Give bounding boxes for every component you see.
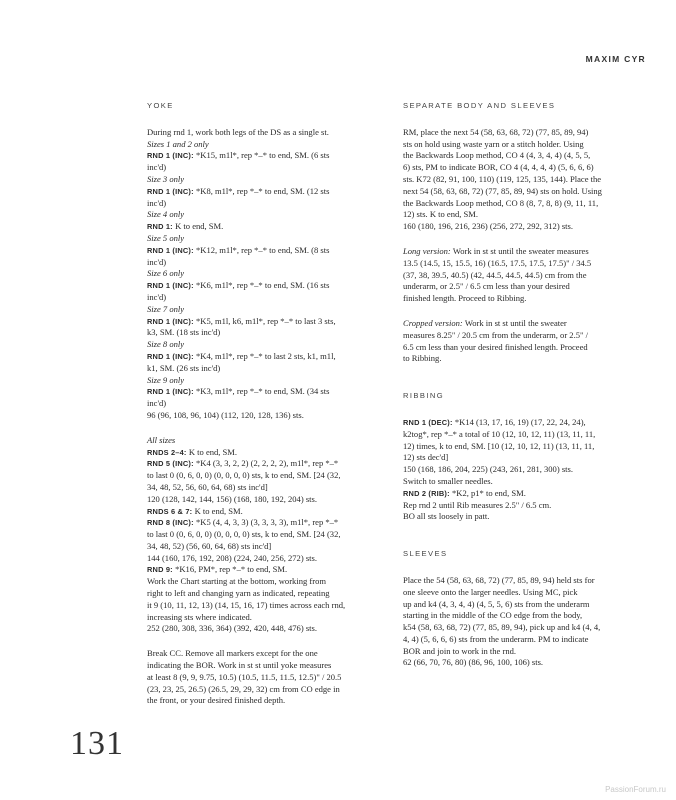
text-line: right to left and changing yarn as indicated, repeating	[147, 588, 330, 599]
paragraph	[403, 417, 647, 523]
left-column	[147, 100, 393, 720]
yoke-content	[147, 127, 393, 707]
text-line: (37, 38, 39.5, 40.5) (42, 44.5, 44.5, 44.5) cm from the	[403, 269, 587, 280]
instruction-text: *K16, PM*, rep *–* to end, SM.	[175, 564, 288, 575]
text-line: 34, 48, 52) (56, 60, 64, 68) sts inc'd]	[147, 540, 272, 551]
text-line: at least 8 (9, 9, 9.75, 10.5) (10.5, 11.5, 11.5, 12.5)" / 20.5	[147, 671, 342, 682]
text-line: 96 (96, 108, 96, 104) (112, 120, 128, 136) sts.	[147, 409, 304, 420]
text-line	[147, 316, 393, 328]
round-label: RND 1 (INC):	[147, 186, 196, 196]
instruction-text: *K8, m1l*, rep *–* to end, SM. (12 sts	[196, 185, 330, 196]
text-line: measures 8.25" / 20.5 cm from the underarm, or 2.5" /	[403, 329, 588, 340]
size-heading: Sizes 1 and 2 only	[147, 138, 209, 149]
text-line: k1, SM. (26 sts inc'd)	[147, 362, 221, 373]
text-line	[147, 564, 393, 576]
instruction-text: *K4, m1l*, rep *–* to last 2 sts, k1, m1l,	[196, 350, 336, 361]
paragraph	[147, 127, 393, 422]
text-line	[147, 221, 393, 233]
text-line: to last 0 (0, 6, 0, 0) (0, 0, 0, 0) sts, k to end, SM. [24 (32,	[147, 470, 341, 481]
text-line	[147, 245, 393, 257]
text-line: up and k4 (4, 3, 4, 4) (4, 5, 5, 6) sts from the underarm	[403, 598, 590, 609]
round-label: RND 1 (DEC):	[403, 417, 455, 427]
text-line: the Backwards Loop method, CO 4 (4, 3, 4, 4) (4, 5, 5,	[403, 150, 591, 161]
round-label: RND 2 (RIB):	[403, 488, 452, 498]
text-line: to Ribbing.	[403, 353, 442, 364]
text-line: it 9 (10, 11, 12, 13) (14, 15, 16, 17) times across each rnd,	[147, 599, 346, 610]
round-label: RND 1:	[147, 222, 176, 232]
watermark: PassionForum.ru	[605, 785, 666, 794]
section-spacer	[403, 378, 647, 390]
section-title-separate-body-and-sleeves: SEPARATE BODY AND SLEEVES	[403, 101, 556, 110]
round-label: RND 8 (INC):	[147, 518, 196, 528]
size-heading: Size 9 only	[147, 374, 185, 385]
text-line: 13.5 (14.5, 15, 15.5, 16) (16.5, 17.5, 17.5, 17.5)" / 34.5	[403, 257, 592, 268]
size-heading: Size 7 only	[147, 303, 185, 314]
instruction-text: Work in st st until the sweater measures	[452, 245, 589, 256]
text-line: Work the Chart starting at the bottom, working from	[147, 576, 327, 587]
size-heading: Size 5 only	[147, 232, 185, 243]
section-title-ribbing: RIBBING	[403, 391, 445, 401]
text-line: Place the 54 (58, 63, 68, 72) (77, 85, 89, 94) held sts for	[403, 574, 595, 585]
text-line	[147, 447, 393, 459]
text-line: 62 (66, 70, 76, 80) (86, 96, 100, 106) sts.	[403, 657, 544, 668]
instruction-text: K to end, SM.	[175, 221, 224, 232]
text-line	[403, 488, 647, 500]
text-line: 6) sts, PM to indicate BOR, CO 4 (4, 4, 4, 4) (5, 6, 6, 6)	[403, 162, 594, 173]
text-line: 6.5 cm less than your desired finished length. Proceed	[403, 341, 588, 352]
size-heading: Size 3 only	[147, 173, 185, 184]
text-line: During rnd 1, work both legs of the DS as a single st.	[147, 126, 329, 137]
text-line: inc'd)	[147, 256, 167, 267]
version-label: Long version:	[403, 245, 453, 256]
text-line: starting in the middle of the CO edge from the body,	[403, 610, 583, 621]
instruction-text: *K12, m1l*, rep *–* to end, SM. (8 sts	[196, 244, 330, 255]
section-title-yoke: YOKE	[147, 101, 174, 110]
round-label: RND 1 (INC):	[147, 316, 196, 326]
text-line	[147, 386, 393, 398]
round-label: RND 1 (INC):	[147, 387, 196, 397]
section-content	[403, 575, 647, 669]
text-line	[147, 458, 393, 470]
text-line: k54 (58, 63, 68, 72) (77, 85, 89, 94), pick up and k4 (4, 4,	[403, 622, 601, 633]
paragraph	[403, 127, 647, 233]
size-heading: Size 8 only	[147, 339, 185, 350]
text-line: the front, or your desired finished depth.	[147, 695, 286, 706]
text-line	[403, 417, 647, 429]
instruction-text: *K6, m1l*, rep *–* to end, SM. (16 sts	[196, 280, 330, 291]
round-label: RND 1 (INC):	[147, 351, 196, 361]
text-line: to last 0 (0, 6, 0, 0) (0, 0, 0, 0) sts, k to end, SM. [24 (32,	[147, 529, 341, 540]
section-spacer	[403, 682, 647, 694]
page-number: 131	[70, 725, 124, 762]
round-label: RND 9:	[147, 565, 176, 575]
round-label: RNDS 6 & 7:	[147, 506, 195, 516]
text-line: 252 (280, 308, 336, 364) (392, 420, 448, 476) sts.	[147, 623, 317, 634]
text-line: (23, 23, 25, 26.5) (26.5, 29, 29, 32) cm from CO edge in	[147, 683, 340, 694]
text-line: inc'd)	[147, 291, 167, 302]
section-content	[403, 127, 647, 365]
instruction-text: *K2, p1* to end, SM.	[452, 487, 526, 498]
section-spacer	[403, 536, 647, 548]
text-line: finished length. Proceed to Ribbing.	[403, 293, 527, 304]
text-line	[403, 246, 647, 258]
text-line	[147, 280, 393, 292]
size-heading: Size 6 only	[147, 268, 185, 279]
instruction-text: Work in st st until the sweater	[464, 317, 567, 328]
text-line: one sleeve onto the larger needles. Using MC, pick	[403, 586, 578, 597]
text-line: BO all sts loosely in patt.	[403, 511, 490, 522]
text-line: indicating the BOR. Work in st st until yoke measures	[147, 660, 332, 671]
text-line: 120 (128, 142, 144, 156) (168, 180, 192, 204) sts.	[147, 493, 317, 504]
right-column	[403, 100, 647, 694]
text-line: Rep rnd 2 until Rib measures 2.5" / 6.5 cm.	[403, 499, 552, 510]
paragraph	[147, 648, 393, 707]
section-title-sleeves: SLEEVES	[403, 549, 448, 559]
instruction-text: *K14 (13, 17, 16, 19) (17, 22, 24, 24),	[454, 416, 586, 427]
text-line: 34, 48, 52, 56, 60, 64, 68) sts inc'd]	[147, 481, 268, 492]
text-line	[147, 506, 393, 518]
text-line: 150 (168, 186, 204, 225) (243, 261, 281, 300) sts.	[403, 464, 573, 475]
paragraph	[403, 246, 647, 305]
instruction-text: *K5, m1l, k6, m1l*, rep *–* to last 3 sts,	[196, 315, 336, 326]
text-line	[147, 517, 393, 529]
instruction-text: K to end, SM.	[188, 446, 238, 457]
text-line: inc'd)	[147, 162, 167, 173]
text-line: increasing sts where indicated.	[147, 611, 252, 622]
text-line: sts on hold using waste yarn or a stitch holder. Using	[403, 138, 584, 149]
text-line: Break CC. Remove all markers except for the one	[147, 648, 318, 659]
size-heading: Size 4 only	[147, 209, 185, 220]
round-label: RND 1 (INC):	[147, 151, 196, 161]
instruction-text: *K4 (3, 3, 2, 2) (2, 2, 2, 2), m1l*, rep *–*	[196, 458, 339, 469]
text-line	[147, 150, 393, 162]
text-line: 4, 4) (5, 6, 6, 6) sts from the underarm. PM to indicate	[403, 633, 589, 644]
text-line: BOR and join to work in the rnd.	[403, 645, 516, 656]
round-label: RND 1 (INC):	[147, 281, 196, 291]
round-label: RNDS 2–4:	[147, 447, 189, 457]
text-line: sts. K72 (82, 91, 100, 110) (119, 125, 135, 144). Place the	[403, 173, 602, 184]
version-label: Cropped version:	[403, 317, 465, 328]
text-line	[147, 186, 393, 198]
size-heading: All sizes	[147, 434, 176, 445]
text-line: k2tog*, rep *–* a total of 10 (12, 10, 12, 11) (13, 11, 11,	[403, 428, 596, 439]
text-line: next 54 (58, 63, 68, 72) (77, 85, 89, 94) sts on hold. Using	[403, 185, 602, 196]
text-line: 12) sts dec'd]	[403, 452, 449, 463]
paragraph	[147, 435, 393, 636]
text-line	[147, 351, 393, 363]
paragraph	[403, 575, 647, 669]
text-line: the Backwards Loop method, CO 8 (8, 7, 8, 8) (9, 11, 11,	[403, 197, 599, 208]
text-line: inc'd)	[147, 398, 167, 409]
text-line: 12) times, k to end, SM. [10 (12, 10, 12, 11) (13, 11, 11,	[403, 440, 595, 451]
instruction-text: *K15, m1l*, rep *–* to end, SM. (6 sts	[196, 150, 330, 161]
paragraph	[403, 318, 647, 365]
text-line: inc'd)	[147, 197, 167, 208]
round-label: RND 5 (INC):	[147, 459, 196, 469]
instruction-text: K to end, SM.	[194, 505, 243, 516]
text-line: 144 (160, 176, 192, 208) (224, 240, 256, 272) sts.	[147, 552, 317, 563]
text-line: RM, place the next 54 (58, 63, 68, 72) (77, 85, 89, 94)	[403, 126, 589, 137]
text-line: 160 (180, 196, 216, 236) (256, 272, 292, 312) sts.	[403, 221, 573, 232]
round-label: RND 1 (INC):	[147, 245, 196, 255]
text-line: Switch to smaller needles.	[403, 475, 493, 486]
section-content	[403, 417, 647, 523]
text-line: underarm, or 2.5" / 6.5 cm less than your desired	[403, 281, 570, 292]
instruction-text: *K5 (4, 4, 3, 3) (3, 3, 3, 3), m1l*, rep *–*	[196, 517, 339, 528]
brand-header: MAXIM CYR	[585, 54, 646, 64]
text-line: k3, SM. (18 sts inc'd)	[147, 327, 221, 338]
text-line: 12) sts. K to end, SM.	[403, 209, 479, 220]
instruction-text: *K3, m1l*, rep *–* to end, SM. (34 sts	[196, 386, 330, 397]
text-line	[403, 318, 647, 330]
